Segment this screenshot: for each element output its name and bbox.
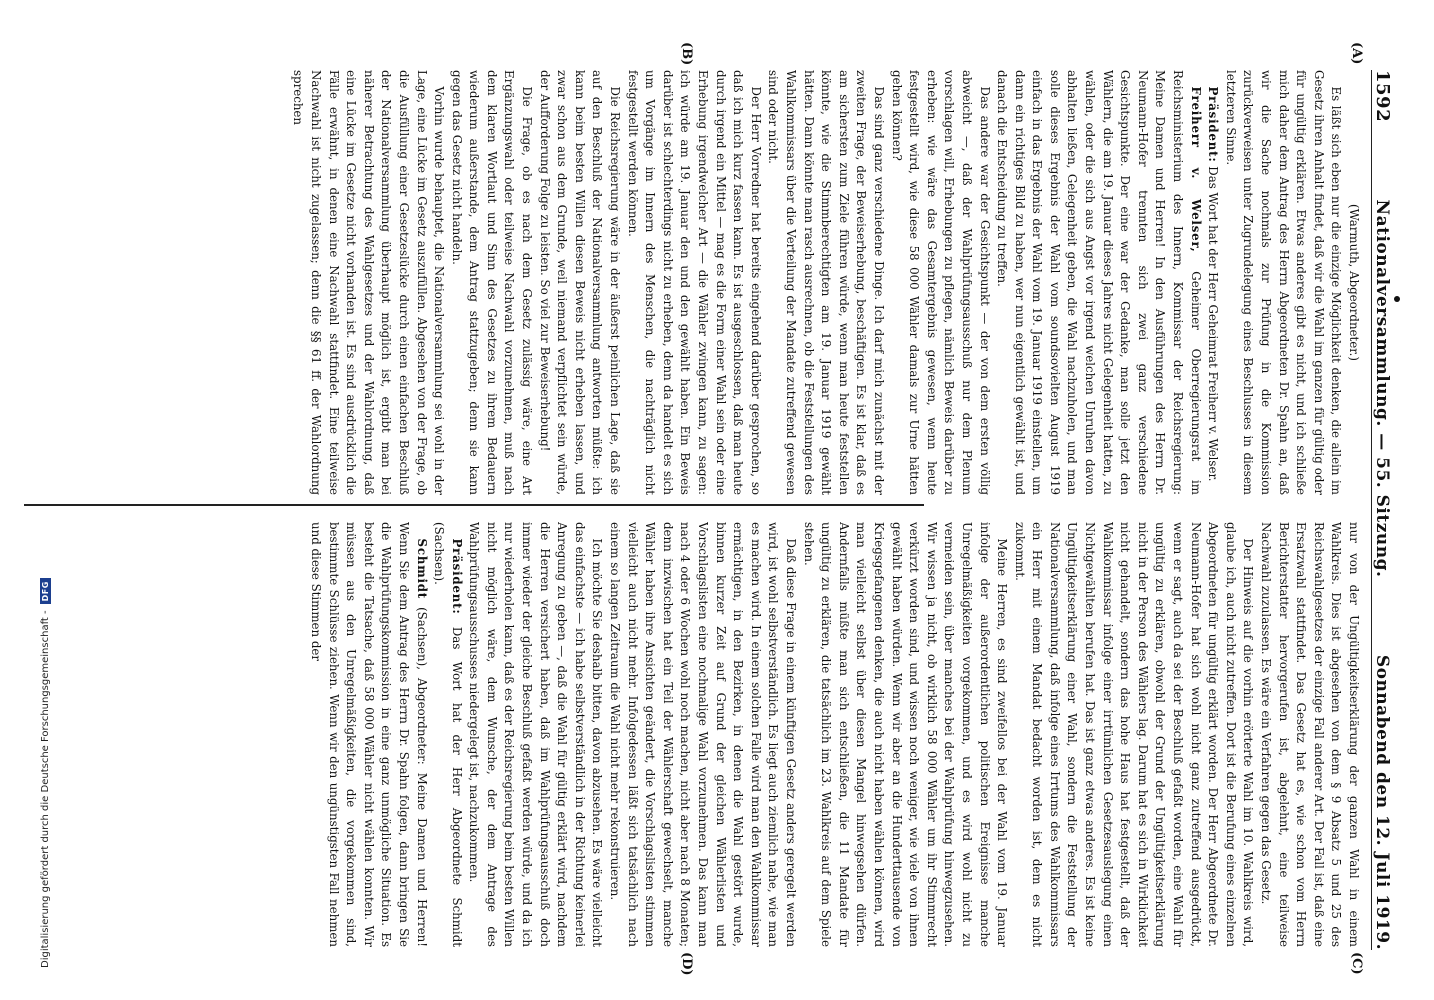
speaker-paragraph [306, 522, 429, 947]
paragraph: Meine Herren, es sind zweifellos bei der Wahl vom 19. Januar infolge der außerordentlichen politischen Ereignisse manche Unregelmäßigkeiten vorgekommen, und es wird wohl nicht zu vermeiden sein, über manches bei der Wahlprüfung hinwegzusehen. Wir wissen ja nicht, ob wirklich 58 000 Wähler um ihr Stimmrecht verkürzt worden sind, und wissen noch weniger, wie viele von ihnen gewählt haben würden. Wenn wir aber an die Hunderttausende von Kriegsgefangenen denken, die auch nicht haben wählen können, wird man vielleicht selbst über diesen Mangel hinwegsehen dürfen. Andernfalls müßte man sich entschließen, die 11 Mandate für ungültig zu erklären, die tatsächlich im 23. Wahlkreis auf dem Spiele stehen. [801, 522, 1010, 947]
paragraph: Der Hinweis auf die vorhin erörterte Wahl im 10. Wahlkreis wird, glaube ich, auch nicht zutreffen. Dort ist die Berufung eines einzelnen Abgeordneten für ungültig erklärt worden. Der Herr Abgeordnete Dr. Neumann-Hofer hat sich wohl nicht ganz zutreffend ausgedrückt, wenn er sagt, auch da sei der Beschluß gefaßt worden, eine Wahl für ungültig zu erklären, obwohl der Grund der Ungültigkeitserklärung nicht in der Person des Wählers lag. Darum hat es sich in Wirklichkeit nicht gehandelt, sondern das hohe Haus hat festgestellt, daß der Wahlkommissar infolge einer irrtümlichen Gesetzesauslegung einen Nichtgewählten berufen hat. Das ist ganz etwas anderes. Es ist keine Ungültigkeitserklärung einer Wahl, sondern die Feststellung der Nationalversammlung, daß infolge eines Irrtums des Wahlkommissars ein Herr mit einem Mandat bedacht worden ist, dem es nicht zukommt. [1012, 522, 1256, 947]
margin-marker-b: (B) [679, 42, 694, 66]
president-text: Das Wort hat der Herr Geheimrat Freiherr v. Welser. [1206, 166, 1221, 482]
paragraph: Es läßt sich eben nur die einzige Möglichkeit denken, die allein im Gesetz ihren Anhalt findet, daß wir die Wahl im ganzen für gültig oder für ungültig erklären. Etwas anderes gibt es nicht, und ich schließe mich daher dem Antrag des Herrn Abgeordneten Dr. Spahn an, daß wir die Sache nochmals zur Prüfung in die Kommission zurückverweisen unter Zugrundelegung eines Beschlusses in diesem letzteren Sinne. [1223, 70, 1344, 495]
paragraph: Das sind ganz verschiedene Dinge. Ich darf mich zunächst mit der zweiten Frage, der Beweiserhebung, beschäftigen. Es ist klar, daß es am sichersten zum Ziele führen würde, wenn man heute feststellen könnte, wie die Stimmberechtigten am 19. Januar 1919 gewählt hätten. Dann könnte man rasch ausrechnen, ob die Feststellungen des Wahlkommissars über die Verteilung der Mandate zutreffend gewesen sind oder nicht. [766, 70, 886, 495]
left-column [12, 70, 1362, 495]
president-text: Das Wort hat der Herr Abgeordnete Schmidt (Sachsen). [432, 522, 464, 947]
margin-marker-c: (C) [1349, 952, 1364, 975]
speaker-tag: (Warmuth, Abgeordneter.) [1347, 204, 1361, 361]
paragraph-text: Geheimer Oberregierungsrat im Reichsministerium des Innern, Kommissar der Reichsregierung: Meine Damen und Herren! In den Ausführungen des Herrn Dr. Neumann-Hofer trennten sich zwei ganz verschiedene Gesichtspunkte. Der eine war der Gedanke, man solle jetzt den Wählern, die am 19. Januar dieses Jahres nicht Gelegenheit hatten, zu wählen, oder die sich aus Angst vor irgend welchen Unruhen davon abhalten ließen, Gelegenheit geben, die Wahl nachzuholen, und man solle dieses Ergebnis der Wahl vom soundsovielten August 1919 einfach in das Ergebnis der Wahl vom 19. Januar 1919 einstellen, um dann ein richtiges Bild zu haben, wer nun eigentlich gewählt ist, und danach die Entscheidung zu treffen. [995, 70, 1203, 495]
speaker-name: Freiherr v. Welser, [1188, 86, 1203, 253]
digitization-text: Digitalisierung gefördert durch die Deutsche Forschungsgemeinschaft - [40, 610, 51, 968]
page-number: 1592 [1372, 70, 1393, 123]
president-label: Präsident: [1206, 86, 1221, 163]
paragraph-text: (Sachsen), Abgeordneter: Meine Damen und Herren! Wenn Sie dem Antrag des Herrn Dr. Spahn folgen, dann bringen Sie die Wahlprüfungskommission in eine ganz unmögliche Situation. Es besteht die Tatsache, daß 58 000 Wähler nicht wählen konnten. Wir müssen aus den Unregelmäßigkeiten, die vorgekommen sind, bestimmte Schlüsse ziehen. Wenn wir den ungünstigsten Fall nehmen und diese Stimmen der [308, 522, 429, 947]
paragraph: nur von der Ungültigkeitserklärung der ganzen Wahl in einem Wahlkreis. Dies ist abgesehen von dem § 9 Absatz 5 und 25 des Reichswahlgesetzes der einzige Fall anderer Art. Der Fall ist, daß eine Ersatzwahl stattfindet. Das Gesetz hat es, wie schon vom Herrn Berichterstatter hervorgerufen ist, abgelehnt, eine teilweise Nachwahl zuzulassen. Es wäre ein Verfahren gegen das Gesetz. [1259, 522, 1361, 947]
paragraph: Der Herr Vorredner hat bereits eingehend darüber gesprochen, so daß ich mich kurz fassen kann. Es ist ausgeschlossen, daß man heute durch irgend ein Mittel — mag es die Form einer Wahl sein oder eine Erhebung irgendwelcher Art — die Wähler zwingen kann, zu sagen: ich würde am 19. Januar den und den gewählt haben. Ein Beweis darüber ist schlechterdings nicht zu erheben, denn da handelt es sich um Vorgänge im Innern des Menschen, die nachträglich nicht festgestellt werden können. [625, 70, 763, 495]
header-date: Sonnabend den 12. Juli 1919. [1372, 654, 1392, 950]
speaker-paragraph [993, 70, 1204, 495]
digitization-note [40, 0, 51, 968]
margin-marker-a: (A) [1349, 42, 1364, 65]
president-paragraph [1204, 70, 1222, 495]
column-divider [24, 504, 924, 506]
paragraph: Das andere war der Gesichtspunkt — der von dem ersten völlig abweicht —, daß der Wahlprüfungsausschuß nur dem Plenum vorschlagen will, Erhebungen zu pflegen, nämlich Beweis darüber zu erheben: wie wäre das Gesamtergebnis gewesen, wenn heute festgestellt wird, wie diese 58 000 Wähler damals zur Urne hätten gehen können? [889, 70, 992, 495]
page-header [1371, 70, 1400, 950]
speaker-name: Schmidt [414, 538, 429, 600]
margin-marker-d: (D) [679, 952, 694, 976]
paragraph: Vorhin wurde behauptet, die Nationalversammlung sei wohl in der Lage, eine Lücke im Gesetz auszufüllen. Abgesehen von der Frage, ob die Ausfüllung einer Gesetzeslücke durch einen einfachen Beschluß der Nationalversammlung überhaupt möglich ist, ergibt man bei näherer Betrachtung des Wahlgesetzes und der Wahlordnung, daß eine Lücke im Gesetze nicht vorhanden ist. Es sind ausdrücklich die Fälle erwähnt, in denen eine Nachwahl stattfindet. Eine teilweise Nachwahl ist nicht zugelassen; denn die §§ 61 ff. der Wahlordnung sprechen [291, 70, 447, 495]
paragraph: Ich möchte Sie deshalb bitten, davon abzusehen. Es wäre vielleicht das einfachste — ich habe selbstverständlich in der Richtung keinerlei Anregung zu geben —, daß die Wahl für gültig erklärt wird, nachdem die Herren versichert haben, daß im Wahlprüfungsausschuß doch immer wieder der gleiche Beschluß gefaßt werden würde, und da ich nur wiederholen kann, daß es der Reichsregierung beim besten Willen nicht möglich wäre, dem Wunsche, der dem Antrage des Wahlprüfungsausschusses niedergelegt ist, nachzukommen. [467, 522, 605, 947]
president-label: Präsident: [449, 538, 464, 615]
president-paragraph [430, 522, 465, 947]
paragraph: Daß diese Frage in einem künftigen Gesetz anders geregelt werden wird, ist wohl selbstverständlich. Es liegt auch ziemlich nahe, wie man es machen wird. In einem solchen Falle wird man den Wahlkommissar ermächtigen, in den Bezirken, in denen die Wahl gestört wurde, binnen kurzer Zeit auf Grund der gleichen Wählerlisten und Vorschlagslisten eine nochmalige Wahl vorzunehmen. Das kann man nach 4 oder 6 Wochen wohl noch machen, nicht aber nach 8 Monaten; denn inzwischen hat ein Teil der Wählerschaft gewechselt, manche Wähler haben ihre Ansichten geändert, die Vorschlagslisten stimmen vielleicht auch nicht mehr. Infolgedessen läßt sich tatsächlich nach einem so langen Zeitraum die Wahl nicht mehr rekonstruieren. [608, 522, 798, 947]
paragraph: Die Frage, ob es nach dem Gesetz zulässig wäre, eine Art Ergänzungswahl oder teilweise Nachwahl vorzunehmen, muß nach dem klaren Wortlaut und Sinn des Gesetzes zu ihrem Bedauern wiederum außerstande, dem Antrag stattzugeben; denn sie kann gegen das Gesetz nicht handeln. [449, 70, 535, 495]
dfg-logo-icon: DFG [40, 578, 51, 604]
right-column [12, 522, 1362, 947]
paragraph: Die Reichsregierung wäre in der äußerst peinlichen Lage, daß sie auf den Beschluß der Nationalversammlung antworten müßte: ich kann beim besten Willen diesen Beweis nicht erheben lassen, und zwar schon aus dem Grunde, weil niemand verpflichtet sein würde, der Aufforderung Folge zu leisten. So viel zur Beweiserhebung! [537, 70, 623, 495]
header-title: Nationalversammlung. — 55. Sitzung. [1372, 199, 1392, 578]
